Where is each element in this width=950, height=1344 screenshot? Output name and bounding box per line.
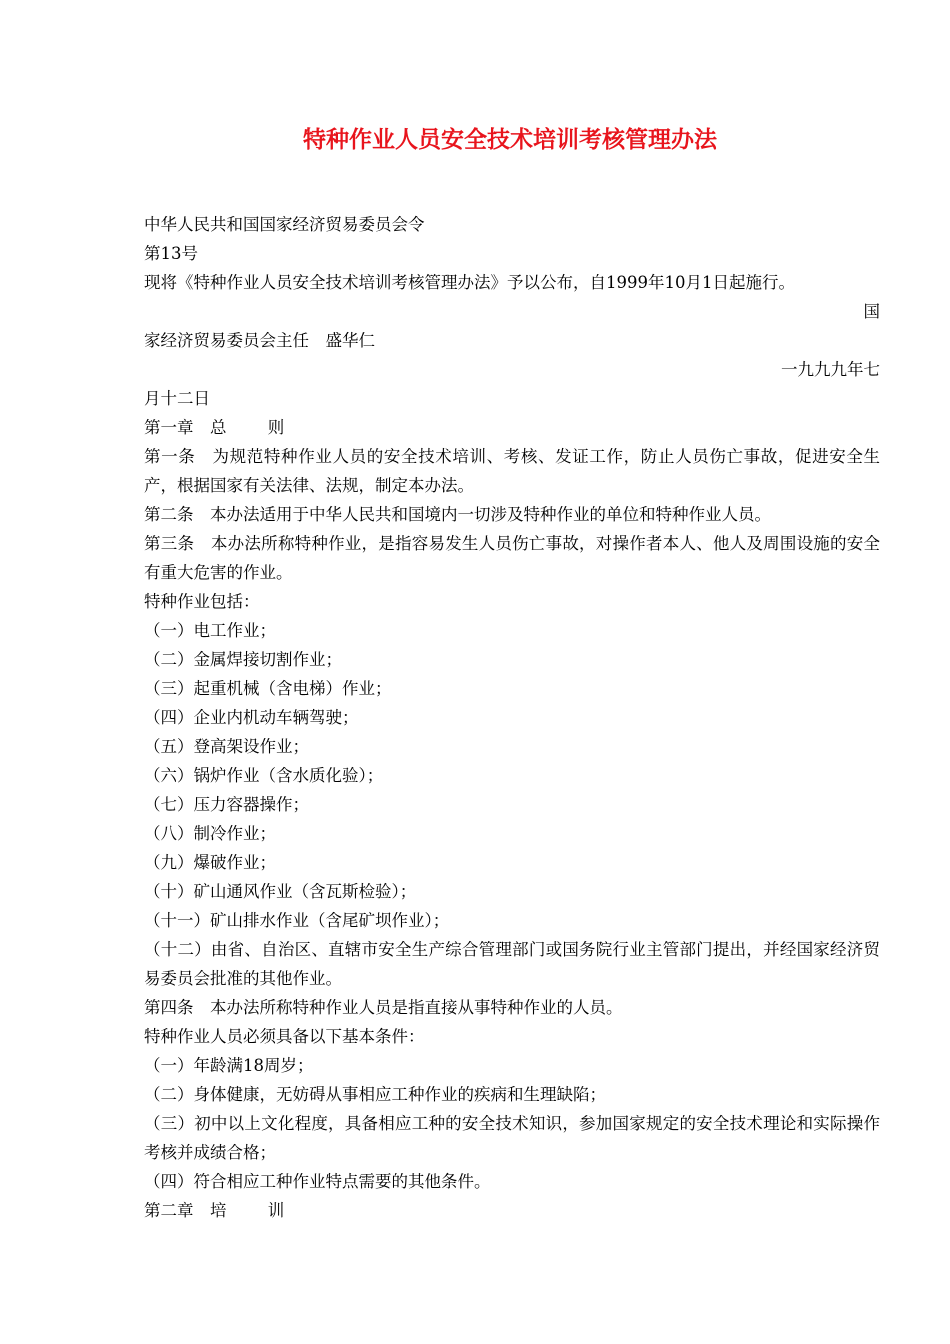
chapter-1-name-a: 总 <box>210 418 227 437</box>
special-work-item: （七）压力容器操作； <box>144 795 309 814</box>
decree-number: 第13号 <box>144 244 198 263</box>
special-work-item: （六）锅炉作业（含水质化验）； <box>144 766 384 785</box>
condition-item-3: （三）初中以上文化程度，具备相应工种的安全技术知识，参加国家规定的安全技术理论和实际操作考核并成绩合格； <box>144 1114 880 1162</box>
chapter-2-label: 第二章 <box>144 1201 194 1220</box>
chapter-1-name-b: 则 <box>267 418 285 437</box>
special-work-item: （十一）矿山排水作业（含尾矿坝作业）； <box>144 911 450 930</box>
article-1-text: 为规范特种作业人员的安全技术培训、考核、发证工作，防止人员伤亡事故，促进安全生产，根据国家有关法律、法规，制定本办法。 <box>144 447 881 495</box>
condition-item: （二）身体健康，无妨碍从事相应工种作业的疾病和生理缺陷； <box>144 1085 606 1104</box>
special-work-item: （三）起重机械（含电梯）作业； <box>144 679 392 698</box>
article-4 <box>144 993 880 1022</box>
article-3 <box>144 529 880 587</box>
special-work-item: （十）矿山通风作业（含瓦斯检验）； <box>144 882 417 901</box>
chapter-1-heading <box>144 413 880 442</box>
article-1 <box>144 442 880 500</box>
chapter-2-name-a: 培 <box>210 1201 227 1220</box>
article-4-text: 本办法所称特种作业人员是指直接从事特种作业的人员。 <box>210 998 623 1017</box>
special-work-item: （五）登高架设作业； <box>144 737 309 756</box>
special-work-item-12: （十二）由省、自治区、直辖市安全生产综合管理部门或国务院行业主管部门提出，并经国家经济贸易委员会批准的其他作业。 <box>144 940 880 988</box>
announcement: 现将《特种作业人员安全技术培训考核管理办法》予以公布，自1999年10月1日起施行。 <box>144 273 795 292</box>
article-2 <box>144 500 880 529</box>
signer-line-1: 国 <box>863 302 880 321</box>
article-1-label: 第一条 <box>144 447 196 466</box>
issuer-line: 中华人民共和国国家经济贸易委员会令 <box>144 215 425 234</box>
article-3-text: 本办法所称特种作业，是指容易发生人员伤亡事故，对操作者本人、他人及周围设施的安全有重大危害的作业。 <box>144 534 881 582</box>
article-2-text: 本办法适用于中华人民共和国境内一切涉及特种作业的单位和特种作业人员。 <box>210 505 771 524</box>
special-work-item: （二）金属焊接切割作业； <box>144 650 342 669</box>
chapter-1-label: 第一章 <box>144 418 194 437</box>
includes-heading: 特种作业包括： <box>144 592 260 611</box>
condition-item: （一）年龄满18周岁； <box>144 1056 314 1075</box>
article-3-label: 第三条 <box>144 534 195 553</box>
article-2-label: 第二条 <box>144 505 194 524</box>
document-body <box>144 210 880 1225</box>
chapter-2-heading <box>144 1196 880 1225</box>
special-work-item: （四）企业内机动车辆驾驶； <box>144 708 359 727</box>
chapter-2-name-b: 训 <box>267 1201 285 1220</box>
signer-organization: 家经济贸易委员会主任 <box>144 331 309 350</box>
signer-line-2 <box>144 326 880 355</box>
signer-name: 盛华仁 <box>325 331 375 350</box>
special-work-item: （八）制冷作业； <box>144 824 276 843</box>
conditions-heading: 特种作业人员必须具备以下基本条件： <box>144 1027 425 1046</box>
article-4-label: 第四条 <box>144 998 194 1017</box>
document-title: 特种作业人员安全技术培训考核管理办法 <box>303 126 717 153</box>
special-work-item: （九）爆破作业； <box>144 853 276 872</box>
condition-item-4: （四）符合相应工种作业特点需要的其他条件。 <box>144 1172 491 1191</box>
date-line-1: 一九九九年七 <box>781 360 880 379</box>
special-work-item: （一）电工作业； <box>144 621 276 640</box>
date-line-2: 月十二日 <box>144 389 210 408</box>
